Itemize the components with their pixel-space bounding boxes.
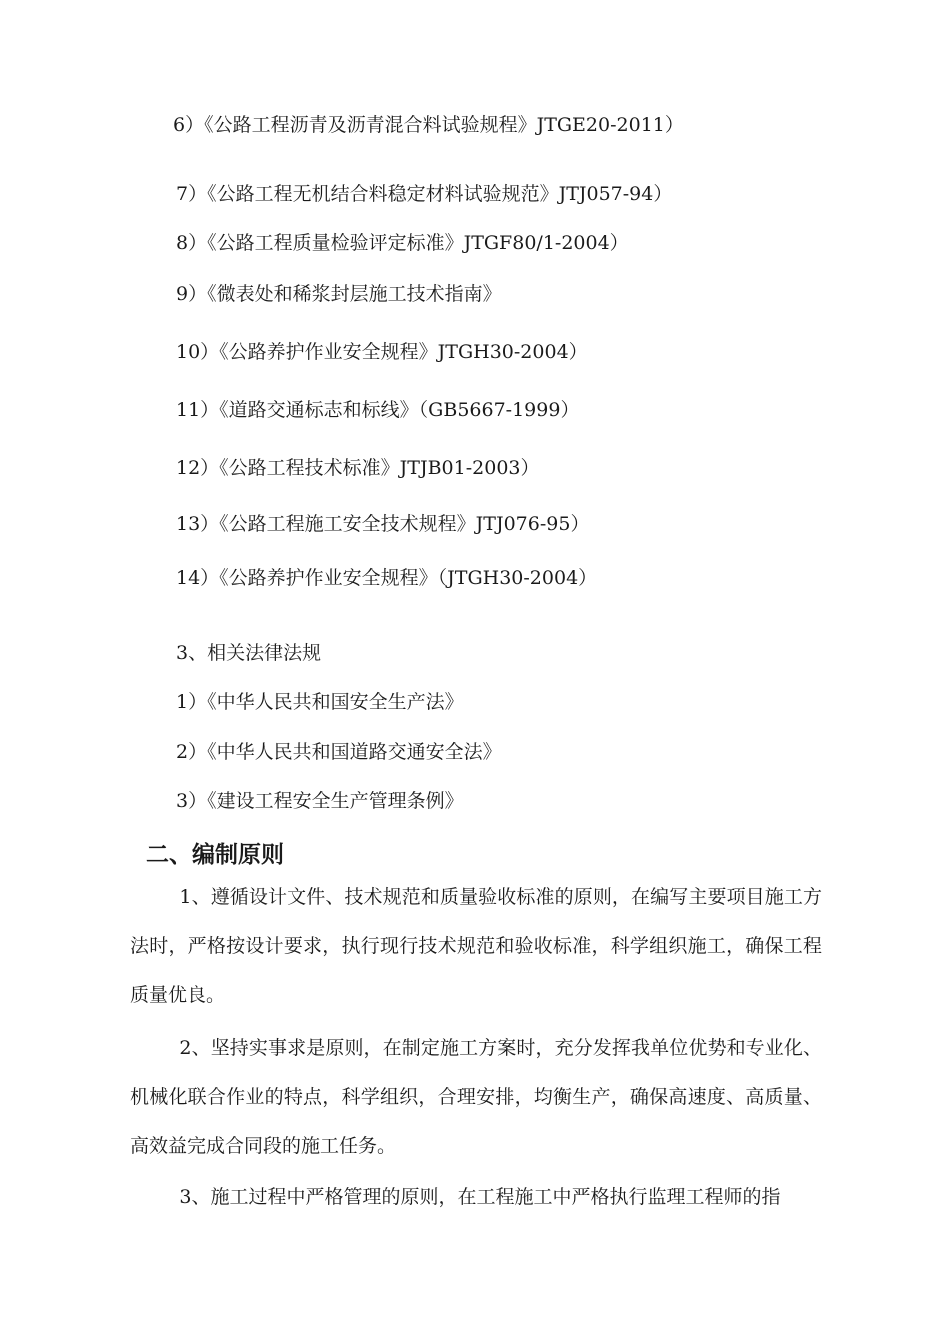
reference-item-10: 10）《公路养护作业安全规程》JTGH30-2004） — [176, 341, 588, 363]
principle-paragraph-1: 1、遵循设计文件、技术规范和质量验收标准的原则，在编写主要项目施工方法时，严格按设计要求，执行现行技术规范和验收标准，科学组织施工，确保工程质量优良。 — [130, 886, 822, 1006]
law-item-1: 1）《中华人民共和国安全生产法》 — [176, 691, 464, 713]
laws-title: 3、相关法律法规 — [176, 642, 322, 664]
law-item-2: 2）《中华人民共和国道路交通安全法》 — [176, 741, 502, 763]
reference-item-11: 11）《道路交通标志和标线》（GB5667-1999） — [176, 399, 580, 421]
law-item-3: 3）《建设工程安全生产管理条例》 — [176, 790, 464, 812]
principle-paragraph-3: 3、施工过程中严格管理的原则，在工程施工中严格执行监理工程师的指 — [179, 1186, 781, 1208]
reference-item-6: 6）《公路工程沥青及沥青混合料试验规程》JTGE20-2011） — [173, 114, 684, 136]
reference-item-8: 8）《公路工程质量检验评定标准》JTGF80/1-2004） — [176, 232, 629, 254]
principle-paragraph-2: 2、坚持实事求是原则，在制定施工方案时，充分发挥我单位优势和专业化、机械化联合作业的特点，科学组织，合理安排，均衡生产，确保高速度、高质量、高效益完成合同段的施工任务。 — [130, 1037, 822, 1157]
section-heading: 二、编制原则 — [146, 842, 284, 868]
reference-item-12: 12）《公路工程技术标准》JTJB01-2003） — [176, 457, 540, 479]
reference-item-9: 9）《微表处和稀浆封层施工技术指南》 — [176, 283, 502, 305]
reference-item-7: 7）《公路工程无机结合料稳定材料试验规范》JTJ057-94） — [176, 183, 673, 205]
reference-item-13: 13）《公路工程施工安全技术规程》JTJ076-95） — [176, 513, 590, 535]
reference-item-14: 14）《公路养护作业安全规程》（JTGH30-2004） — [176, 567, 598, 589]
